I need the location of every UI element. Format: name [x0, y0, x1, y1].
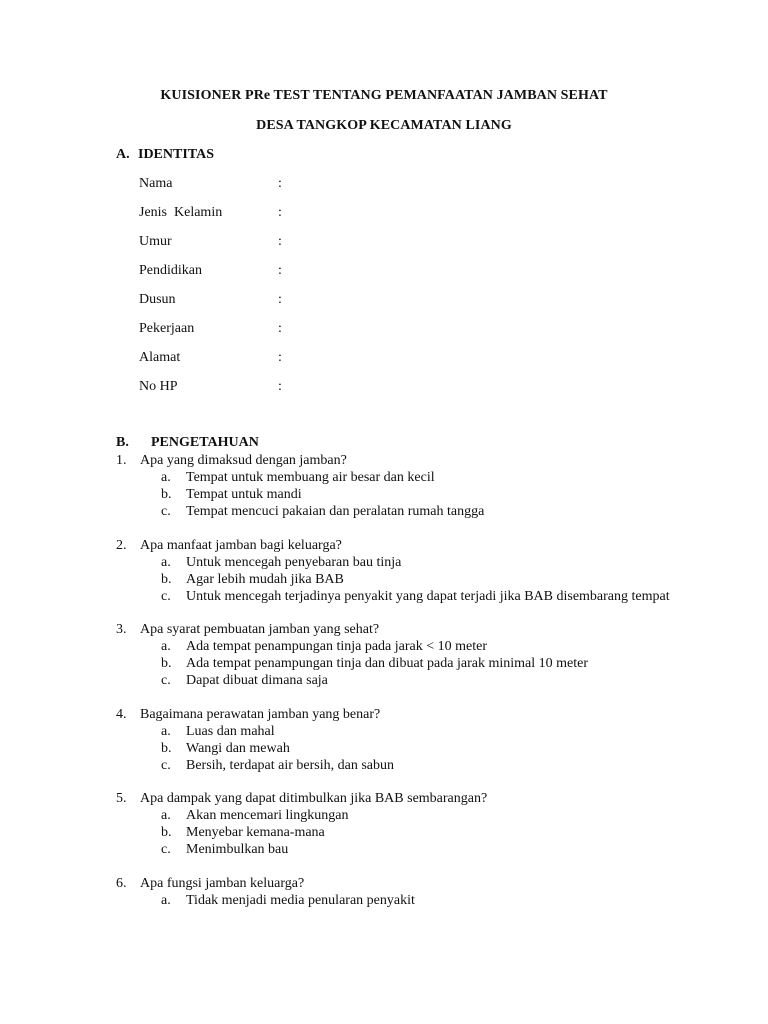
question-number: 2.: [116, 537, 127, 553]
answer-option: [116, 571, 716, 588]
option-letter: a.: [161, 892, 171, 908]
question-text: Apa yang dimaksud dengan jamban?: [140, 453, 347, 468]
field-label: Jenis Kelamin: [139, 205, 223, 220]
option-text: Ada tempat penampungan tinja pada jarak < 10 meter: [186, 639, 488, 654]
field-colon: :: [278, 350, 282, 365]
field-label: Dusun: [139, 292, 176, 307]
identity-field-nama: [139, 174, 539, 203]
field-label: Pekerjaan: [139, 321, 195, 336]
answer-option: [116, 841, 716, 858]
question-number: 3.: [116, 622, 127, 637]
option-letter: c.: [161, 673, 171, 688]
question-text: Apa fungsi jamban keluarga?: [140, 875, 305, 891]
option-text: Luas dan mahal: [186, 723, 275, 739]
answer-option: [116, 892, 716, 909]
question-number: 1.: [116, 453, 127, 468]
question-text: Bagaimana perawatan jamban yang benar?: [140, 706, 381, 722]
option-text: Menimbulkan bau: [186, 842, 289, 857]
answer-option: [116, 655, 716, 672]
identity-field-dusun: [139, 290, 539, 319]
identity-field-pekerjaan: [139, 319, 539, 348]
answer-option: [116, 486, 716, 503]
answer-option: [116, 554, 716, 571]
answer-option: [116, 503, 716, 520]
option-letter: c.: [161, 504, 171, 519]
option-letter: a.: [161, 639, 171, 654]
section-b-title: PENGETAHUAN: [151, 435, 259, 450]
question-item: [116, 621, 716, 689]
question-item: [116, 790, 716, 858]
option-text: Bersih, terdapat air bersih, dan sabun: [186, 757, 394, 773]
question-list: [116, 452, 716, 925]
document-title: KUISIONER PRe TEST TENTANG PEMANFAATAN JAMBAN SEHAT: [160, 88, 608, 103]
section-a-number: A.: [116, 147, 130, 162]
identity-field-alamat: [139, 348, 539, 377]
answer-option: [116, 638, 716, 655]
option-text: Wangi dan mewah: [186, 740, 290, 756]
identity-field-no-hp: [139, 377, 539, 406]
field-colon: :: [278, 292, 282, 307]
field-label: Umur: [139, 234, 172, 249]
option-text: Tempat mencuci pakaian dan peralatan rumah tangga: [186, 504, 485, 519]
question-number: 5.: [116, 791, 127, 806]
option-letter: a.: [161, 470, 171, 485]
option-letter: a.: [161, 723, 171, 739]
question-number: 4.: [116, 706, 127, 722]
option-text: Untuk mencegah terjadinya penyakit yang dapat terjadi jika BAB disembarang tempat: [186, 588, 670, 604]
question-text: Apa dampak yang dapat ditimbulkan jika BAB sembarangan?: [140, 791, 488, 806]
option-text: Agar lebih mudah jika BAB: [186, 571, 344, 587]
option-text: Untuk mencegah penyebaran bau tinja: [186, 554, 402, 570]
field-colon: :: [278, 234, 282, 249]
question-item: [116, 452, 716, 520]
section-b-number: B.: [116, 435, 129, 450]
answer-option: [116, 757, 716, 774]
field-colon: :: [278, 379, 282, 394]
option-letter: a.: [161, 808, 171, 823]
section-b-heading: [116, 435, 259, 451]
section-a-title: IDENTITAS: [138, 147, 214, 162]
option-letter: b.: [161, 487, 172, 502]
question-item: [116, 875, 716, 909]
question-text: Apa manfaat jamban bagi keluarga?: [140, 537, 342, 553]
question-item: [116, 537, 716, 605]
identity-field-jenis-kelamin: [139, 203, 539, 232]
option-letter: a.: [161, 554, 171, 570]
question-text: Apa syarat pembuatan jamban yang sehat?: [140, 622, 380, 637]
option-text: Dapat dibuat dimana saja: [186, 673, 328, 688]
identity-fields: [139, 174, 539, 406]
question-item: [116, 706, 716, 774]
identity-field-umur: [139, 232, 539, 261]
option-text: Akan mencemari lingkungan: [186, 808, 349, 823]
question-number: 6.: [116, 875, 127, 891]
answer-option: [116, 469, 716, 486]
field-colon: :: [278, 321, 282, 336]
identity-field-pendidikan: [139, 261, 539, 290]
field-colon: :: [278, 263, 282, 278]
option-letter: b.: [161, 740, 172, 756]
answer-option: [116, 723, 716, 740]
answer-option: [116, 672, 716, 689]
answer-option: [116, 824, 716, 841]
field-label: Nama: [139, 176, 173, 191]
answer-option: [116, 807, 716, 824]
field-colon: :: [278, 205, 282, 220]
option-text: Tidak menjadi media penularan penyakit: [186, 892, 415, 908]
document-subtitle: DESA TANGKOP KECAMATAN LIANG: [256, 118, 512, 133]
section-a-heading: [116, 147, 214, 163]
option-text: Ada tempat penampungan tinja dan dibuat pada jarak minimal 10 meter: [186, 656, 588, 671]
option-letter: b.: [161, 825, 172, 840]
field-label: Pendidikan: [139, 263, 202, 278]
option-letter: c.: [161, 842, 171, 857]
option-letter: c.: [161, 757, 171, 773]
option-letter: b.: [161, 656, 172, 671]
option-text: Tempat untuk mandi: [186, 487, 302, 502]
field-label: Alamat: [139, 350, 181, 365]
field-colon: :: [278, 176, 282, 191]
option-letter: b.: [161, 571, 172, 587]
answer-option: [116, 588, 716, 605]
field-label: No HP: [139, 379, 178, 394]
option-letter: c.: [161, 588, 171, 604]
option-text: Menyebar kemana-mana: [186, 825, 325, 840]
answer-option: [116, 740, 716, 757]
option-text: Tempat untuk membuang air besar dan kecil: [186, 470, 435, 485]
